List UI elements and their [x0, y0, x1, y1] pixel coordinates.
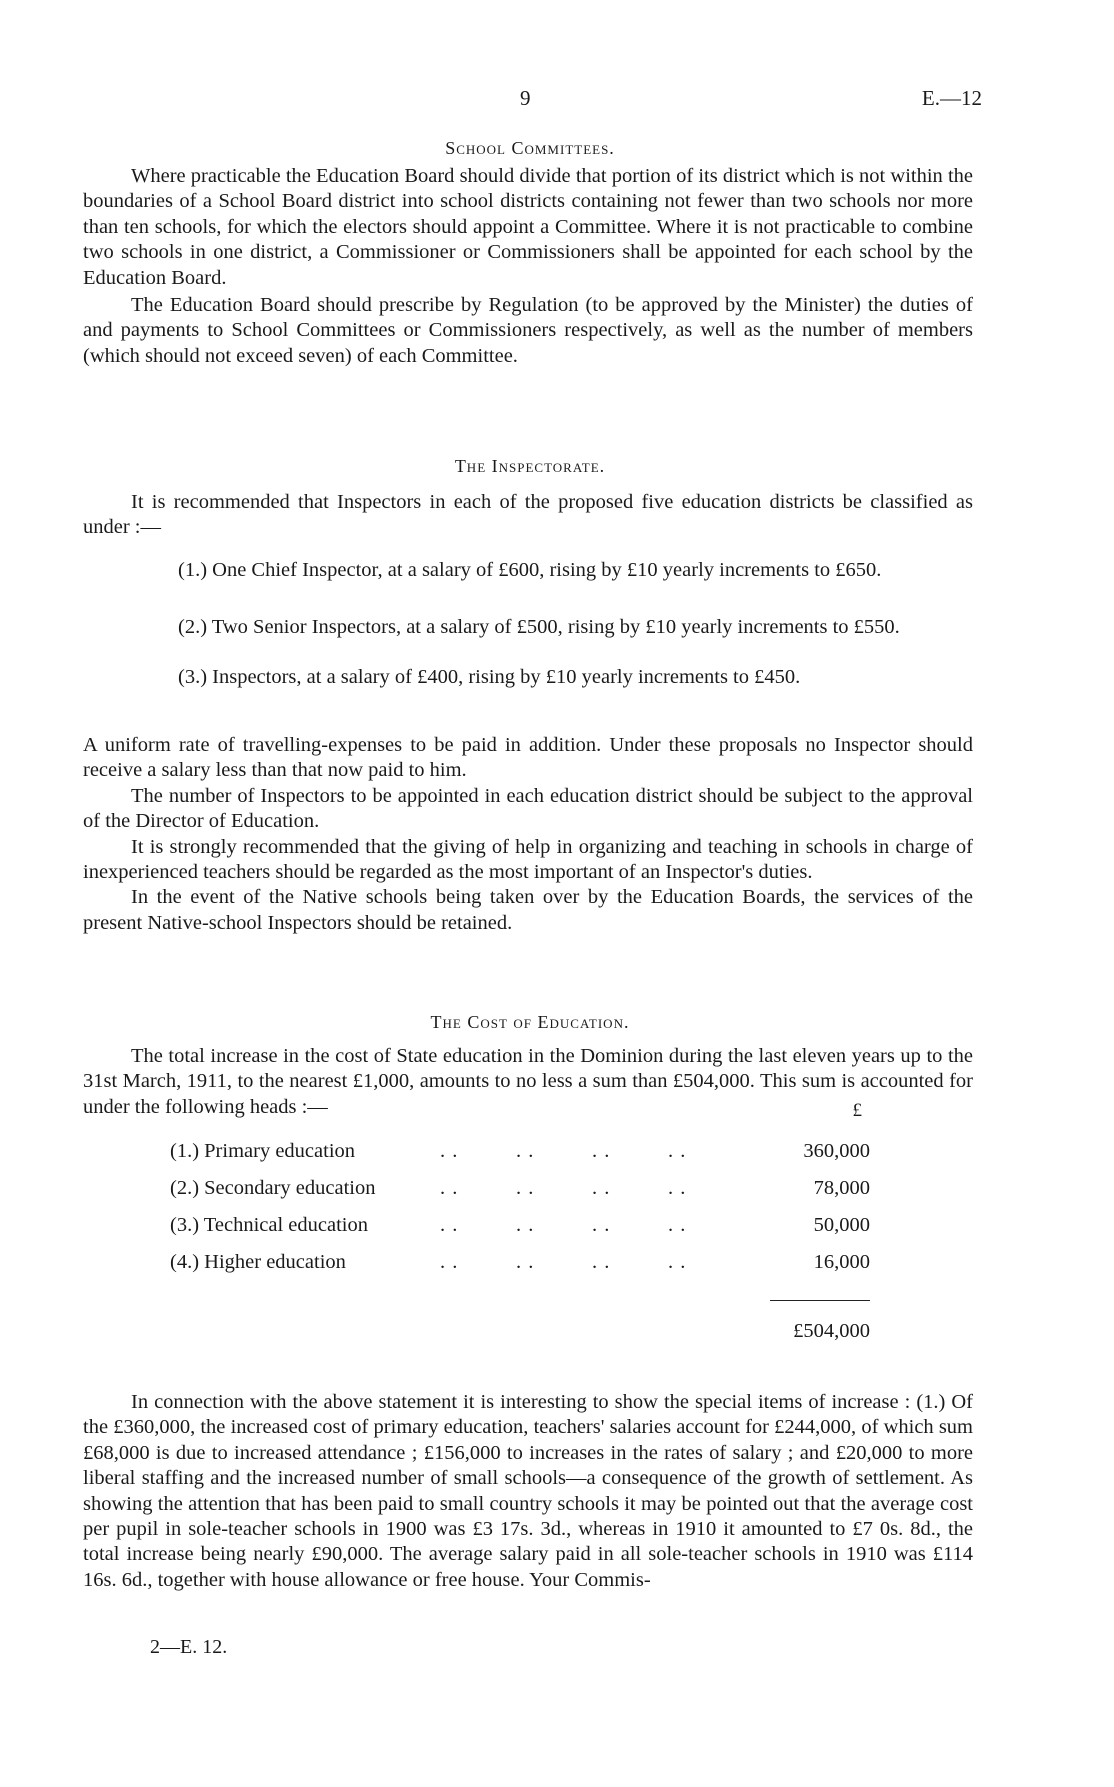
leader-dots: . . . . . . . . [440, 1177, 687, 1199]
document-reference: E.—12 [921, 86, 982, 110]
row-amount: 16,000 [813, 1251, 870, 1273]
row-label: (4.) Higher education [170, 1251, 346, 1273]
cost-closing [83, 1390, 973, 1593]
paragraph: The number of Inspectors to be appointed in each education district should be subject to the approval of the Director of Education. [83, 784, 973, 833]
paragraph: Where practicable the Education Board should divide that portion of its district which is not within the boundaries of a School Board district into school districts containing not fewer than two schools nor more than ten schools, for which the electors should appoint a Committee. Where it is not practicable to combine two schools in one district, a Commissioner or Commissioners shall be appointed for each school by the Education Board. [83, 165, 973, 289]
leader-dots: . . . . . . . . [440, 1251, 687, 1273]
row-label: (3.) Technical education [170, 1214, 368, 1236]
section-heading-inspectorate: The Inspectorate. [454, 456, 606, 476]
total-divider [770, 1300, 870, 1301]
row-amount: 360,000 [803, 1140, 870, 1162]
list-item: (2.) Two Senior Inspectors, at a salary of £500, rising by £10 yearly increments to £550. [178, 616, 900, 638]
cost-intro [83, 1044, 973, 1120]
section-heading-school-committees: School Committees. [445, 138, 615, 158]
paragraph: In connection with the above statement it is interesting to show the special items of increase : (1.) Of the £360,000, the increased cost of primary education, teachers' salaries account for £244,000, of which sum £68,000 is due to increased attendance ; £156,000 to increases in the rates of salary ; and £20,000 to more liberal staffing and the increased number of small schools—a consequence of the growth of settlement. As showing the attention that has been paid to small country schools it may be pointed out that the average cost per pupil in sole-teacher schools in 1900 was £3 17s. 3d., whereas in 1910 it amounted to £7 0s. 8d., the total increase being nearly £90,000. The average salary paid in all sole-teacher schools in 1910 was £114 16s. 6d., together with house allowance or free house. Your Commis- [83, 1391, 973, 1591]
inspectorate-intro [83, 490, 973, 541]
paragraph: It is strongly recommended that the giving of help in organizing and teaching in schools in charge of inexperienced teachers should be regarded as the most important of an Inspector's duties. [83, 835, 973, 884]
footer-signature: 2—E. 12. [150, 1636, 228, 1658]
paragraph: The Education Board should prescribe by Regulation (to be approved by the Minister) the duties of and payments to School Committees or Commissioners respectively, as well as the number of members (which should not exceed seven) of each Committee. [83, 294, 973, 367]
total-amount: £504,000 [793, 1320, 870, 1342]
leader-dots: . . . . . . . . [440, 1214, 687, 1236]
cost-table [170, 1100, 870, 1342]
table-row [170, 1177, 870, 1214]
inspectorate-text [83, 733, 973, 936]
paragraph: It is recommended that Inspectors in each of the proposed five education districts be classified as under :— [83, 491, 973, 539]
row-label: (1.) Primary education [170, 1140, 356, 1162]
section-heading-cost-of-education: The Cost of Education. [430, 1012, 630, 1032]
page-header [0, 86, 1114, 116]
currency-header: £ [852, 1100, 862, 1121]
committees-text [83, 164, 973, 369]
page-number: 9 [520, 86, 531, 110]
row-label: (2.) Secondary education [170, 1177, 376, 1199]
list-item: (3.) Inspectors, at a salary of £400, rising by £10 yearly increments to £450. [178, 666, 801, 688]
table-row [170, 1251, 870, 1288]
list-item: (1.) One Chief Inspector, at a salary of £600, rising by £10 yearly increments to £650. [178, 559, 882, 581]
paragraph: In the event of the Native schools being taken over by the Education Boards, the services of the present Native-school Inspectors should be retained. [83, 886, 973, 934]
paragraph: The total increase in the cost of State education in the Dominion during the last eleven years up to the 31st March, 1911, to the nearest £1,000, amounts to no less a sum than £504,000. This sum is accounted for under the following heads :— [83, 1045, 973, 1118]
leader-dots: . . . . . . . . [440, 1140, 687, 1162]
row-amount: 50,000 [813, 1214, 870, 1236]
table-row [170, 1140, 870, 1177]
paragraph: A uniform rate of travelling-expenses to be paid in addition. Under these proposals no Inspector should receive a salary less than that now paid to him. [83, 734, 973, 782]
row-amount: 78,000 [813, 1177, 870, 1199]
table-row [170, 1214, 870, 1251]
